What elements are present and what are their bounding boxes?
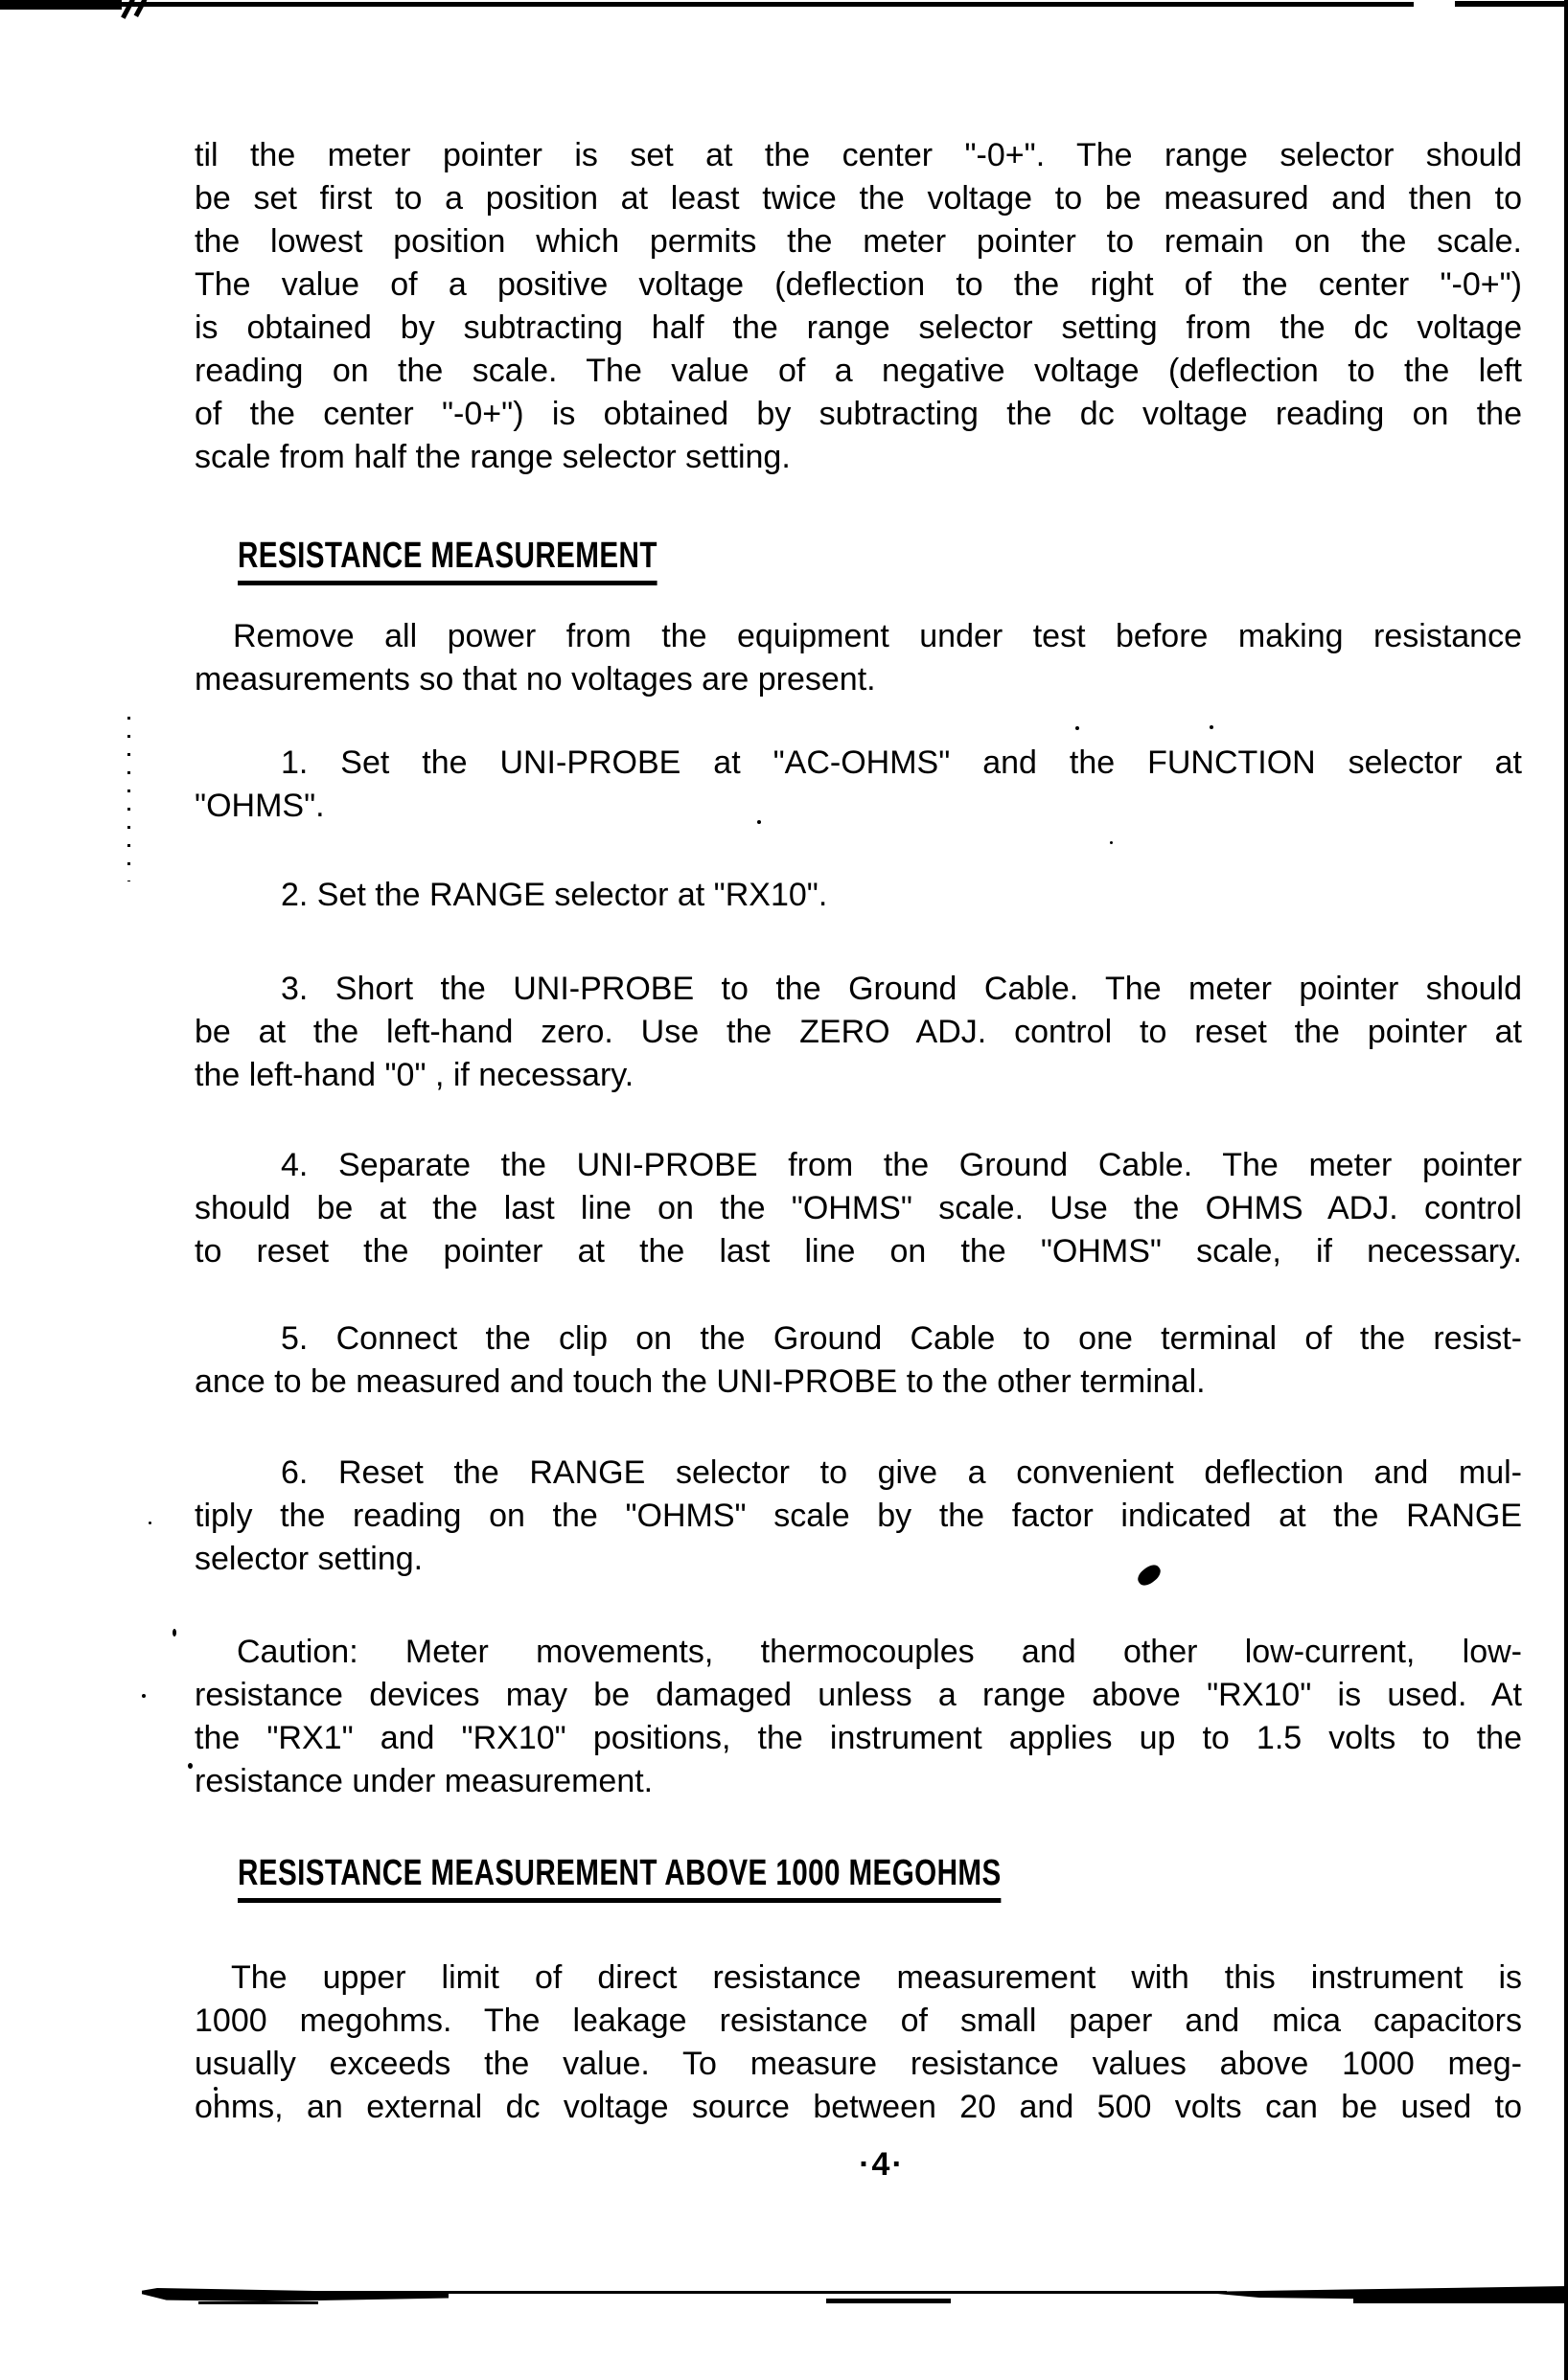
caution-paragraph xyxy=(195,1631,1522,1803)
step-6 xyxy=(195,1452,1522,1581)
text-line: resistance devices may be damaged unless a range above "RX10" is used. At xyxy=(195,1677,1522,1713)
text-line: Caution: Meter movements, thermocouples and other low-current, low- xyxy=(237,1634,1522,1670)
text-line: Remove all power from the equipment under test before making resistance xyxy=(233,618,1522,654)
scan-edge-bottom-dash xyxy=(198,2301,318,2304)
text-line: ohms, an external dc voltage source between 20 and 500 volts can be used to xyxy=(195,2089,1522,2125)
text-line: measurements so that no voltages are present. xyxy=(195,661,876,698)
text-line: 4. Separate the UNI-PROBE from the Ground Cable. The meter pointer xyxy=(281,1147,1522,1183)
ink-speck xyxy=(142,1694,146,1698)
ink-speck xyxy=(188,1763,193,1769)
text-line: 1. Set the UNI-PROBE at "AC-OHMS" and the FUNCTION selector at xyxy=(281,744,1522,781)
text-line: to reset the pointer at the last line on the "OHMS" scale, if necessary. xyxy=(195,1233,1522,1270)
text-line: be set first to a position at least twice the voltage to be measured and then to xyxy=(195,180,1522,217)
step-4 xyxy=(195,1144,1522,1273)
text-line: 2. Set the RANGE selector at "RX10". xyxy=(281,877,828,913)
scan-edge-bottom-line xyxy=(288,2291,1227,2294)
text-line: 1000 megohms. The leakage resistance of small paper and mica capacitors xyxy=(195,2002,1522,2039)
text-line: reading on the scale. The value of a negative voltage (deflection to the left xyxy=(195,353,1522,389)
paragraph-remove-power xyxy=(195,615,1522,701)
text-line: is obtained by subtracting half the range selector setting from the dc voltage xyxy=(195,309,1522,346)
text-line: ance to be measured and touch the UNI-PROBE to the other terminal. xyxy=(195,1363,1206,1400)
section-heading-text: RESISTANCE MEASUREMENT ABOVE 1000 MEGOHMS xyxy=(238,1854,1002,1903)
text-line: 6. Reset the RANGE selector to give a convenient deflection and mul- xyxy=(281,1454,1522,1491)
step-1 xyxy=(195,742,1522,828)
text-line: the left-hand "0" , if necessary. xyxy=(195,1057,634,1093)
text-line: usually exceeds the value. To measure resistance values above 1000 meg- xyxy=(195,2046,1522,2082)
section-heading-above-1000-megohms xyxy=(238,1854,1216,1903)
ink-speck xyxy=(1210,725,1213,729)
scan-edge-right xyxy=(1564,0,1568,2380)
ink-speck xyxy=(149,1522,151,1524)
text-line: "OHMS". xyxy=(195,788,325,824)
text-line: resistance under measurement. xyxy=(195,1763,654,1799)
step-5 xyxy=(195,1317,1522,1404)
text-line: til the meter pointer is set at the center "-0+". The range selector should xyxy=(195,137,1522,173)
text-line: 5. Connect the clip on the Ground Cable to one terminal of the resist- xyxy=(281,1320,1522,1357)
text-line: of the center "-0+") is obtained by subtracting the dc voltage reading on the xyxy=(195,396,1522,432)
section-heading-text: RESISTANCE MEASUREMENT xyxy=(238,537,657,585)
ink-speck xyxy=(1110,841,1113,844)
scan-edge-bottom-right-streak xyxy=(1353,2298,1568,2303)
section-heading-resistance-measurement xyxy=(238,537,775,585)
text-line: should be at the last line on the "OHMS" scale. Use the OHMS ADJ. control xyxy=(195,1190,1522,1226)
scan-edge-bottom-dash xyxy=(826,2299,951,2303)
step-3 xyxy=(195,968,1522,1097)
text-line: scale from half the range selector setting. xyxy=(195,439,791,475)
scan-edge-top-line-right xyxy=(1455,1,1568,7)
ink-speck xyxy=(173,1629,176,1636)
scan-edge-top-line xyxy=(105,2,1414,7)
text-line: be at the left-hand zero. Use the ZERO ADJ. control to reset the pointer at xyxy=(195,1014,1522,1050)
intro-paragraph xyxy=(195,134,1522,479)
text-line: 3. Short the UNI-PROBE to the Ground Cable. The meter pointer should xyxy=(281,971,1522,1007)
text-line: tiply the reading on the "OHMS" scale by the factor indicated at the RANGE xyxy=(195,1498,1522,1534)
paragraph-upper-limit xyxy=(195,1957,1522,2129)
text-line: the lowest position which permits the meter pointer to remain on the scale. xyxy=(195,223,1522,260)
scan-edge-top-left-bar xyxy=(0,0,122,10)
text-line: selector setting. xyxy=(195,1541,424,1577)
ink-speck xyxy=(1075,726,1079,730)
text-line: the "RX1" and "RX10" positions, the instrument applies up to 1.5 volts to the xyxy=(195,1720,1522,1756)
text-line: The upper limit of direct resistance measurement with this instrument is xyxy=(231,1959,1522,1996)
step-2 xyxy=(195,874,1522,917)
perforation-dots xyxy=(127,717,130,881)
page-number: ·4· xyxy=(859,2146,905,2183)
text-line: The value of a positive voltage (deflection to the right of the center "-0+") xyxy=(195,266,1522,303)
